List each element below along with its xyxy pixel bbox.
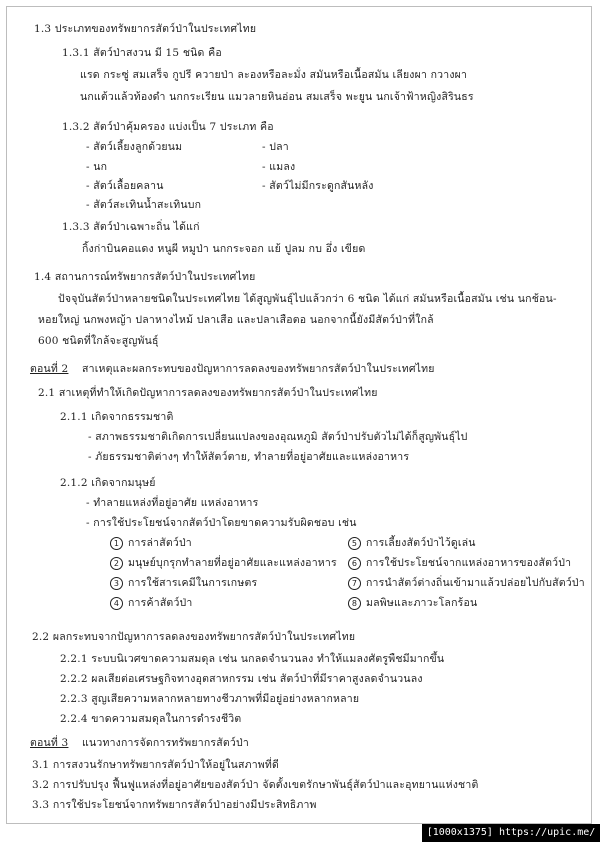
enum-marker: 1: [110, 537, 123, 550]
enum-item-7: 7 การนำสัตว์ต่างถิ่นเข้ามาแล้วปล่อยไปกับสัตว์ป่า: [348, 574, 585, 591]
subsection-1-3-2: 1.3.2 สัตว์ป่าคุ้มครอง แบ่งเป็น 7 ประเภท คือ: [62, 121, 274, 133]
list-item: - นก: [86, 161, 108, 173]
subsection-2-1-2: 2.1.2 เกิดจากมนุษย์: [60, 477, 156, 489]
text-line: กิ้งก่าบินคอแดง หนูผี หมูป่า นกกระจอก แย้ ปูลม กบ อึ่ง เขียด: [82, 243, 366, 255]
subsection-1-3-1: 1.3.1 สัตว์ป่าสงวน มี 15 ชนิด คือ: [62, 47, 222, 59]
section-2-1-heading: 2.1 สาเหตุที่ทำให้เกิดปัญหาการลดลงของทรัพยากรสัตว์ป่าในประเทศไทย: [38, 387, 378, 399]
enum-item-4: 4 การค้าสัตว์ป่า: [110, 594, 193, 611]
text-line: นกแต้วแล้วท้องดำ นกกระเรียน แมวลายหินอ่อน สมเสร็จ พะยูน นกเจ้าฟ้าหญิงสิรินธร: [80, 91, 474, 103]
part-2-heading: สาเหตุและผลกระทบของปัญหาการลดลงของทรัพยากรสัตว์ป่าในประเทศไทย: [82, 363, 435, 375]
subsection-2-2-3: 2.2.3 สูญเสียความหลากหลายทางชีวภาพที่มีอยู่อย่างหลากหลาย: [60, 693, 360, 705]
part-2-label: ตอนที่ 2: [30, 363, 69, 375]
list-item: - ปลา: [262, 141, 289, 153]
section-1-4-heading: 1.4 สถานการณ์ทรัพยากรสัตว์ป่าในประเทศไทย: [34, 271, 256, 283]
text-line: 600 ชนิดที่ใกล้จะสูญพันธุ์: [38, 335, 159, 347]
list-item: - สัตว์เลี้ยงลูกด้วยนม: [86, 141, 183, 153]
list-item: - สัตว์ไม่มีกระดูกสันหลัง: [262, 180, 374, 192]
enum-marker: 4: [110, 597, 123, 610]
item-3-3: 3.3 การใช้ประโยชน์จากทรัพยากรสัตว์ป่าอย่างมีประสิทธิภาพ: [32, 799, 317, 811]
enum-marker: 3: [110, 577, 123, 590]
section-2-2-heading: 2.2 ผลกระทบจากปัญหาการลดลงของทรัพยากรสัตว์ป่าในประเทศไทย: [32, 631, 356, 643]
enum-item-8: 8 มลพิษและภาวะโลกร้อน: [348, 594, 477, 611]
enum-item-3: 3 การใช้สารเคมีในการเกษตร: [110, 574, 257, 591]
enum-item-1: 1 การล่าสัตว์ป่า: [110, 534, 192, 551]
section-1-3-heading: 1.3 ประเภทของทรัพยากรสัตว์ป่าในประเทศไทย: [34, 23, 257, 35]
list-item: - แมลง: [262, 161, 296, 173]
subsection-1-3-3: 1.3.3 สัตว์ป่าเฉพาะถิ่น ได้แก่: [62, 221, 200, 233]
subsection-2-2-2: 2.2.2 ผลเสียต่อเศรษฐกิจทางอุตสาหกรรม เช่น สัตว์ป่าที่มีราคาสูงลดจำนวนลง: [60, 673, 423, 685]
text-line: - ทำลายแหล่งที่อยู่อาศัย แหล่งอาหาร: [86, 497, 259, 509]
text-line: - ภัยธรรมชาติต่างๆ ทำให้สัตว์ตาย, ทำลายที่อยู่อาศัยและแหล่งอาหาร: [88, 451, 410, 463]
enum-marker: 7: [348, 577, 361, 590]
enum-marker: 2: [110, 557, 123, 570]
image-source-footer: [1000x1375] https://upic.me/: [422, 824, 600, 842]
text-line: - สภาพธรรมชาติเกิดการเปลี่ยนแปลงของอุณหภูมิ สัตว์ป่าปรับตัวไม่ได้ก็สูญพันธุ์ไป: [88, 431, 468, 443]
enum-item-5: 5 การเลี้ยงสัตว์ป่าไว้ดูเล่น: [348, 534, 476, 551]
enum-marker: 8: [348, 597, 361, 610]
subsection-2-1-1: 2.1.1 เกิดจากธรรมชาติ: [60, 411, 174, 423]
subsection-2-2-4: 2.2.4 ขาดความสมดุลในการดำรงชีวิต: [60, 713, 242, 725]
enum-item-6: 6 การใช้ประโยชน์จากแหล่งอาหารของสัตว์ป่า: [348, 554, 571, 571]
text-line: หอยใหญ่ นกพงหญ้า ปลาหางไหม้ ปลาเสือ และปลาเสือตอ นอกจากนี้ยังมีสัตว์ป่าที่ใกล้: [38, 314, 434, 326]
text-line: - การใช้ประโยชน์จากสัตว์ป่าโดยขาดความรับผิดชอบ เช่น: [86, 517, 357, 529]
subsection-2-2-1: 2.2.1 ระบบนิเวศขาดความสมดุล เช่น นกลดจำนวนลง ทำให้แมลงศัตรูพืชมีมากขึ้น: [60, 653, 445, 665]
item-3-2: 3.2 การปรับปรุง ฟื้นฟูแหล่งที่อยู่อาศัยของสัตว์ป่า จัดตั้งเขตรักษาพันธุ์สัตว์ป่าและอุทยานแห่งชาติ: [32, 779, 479, 791]
list-item: - สัตว์สะเทินน้ำสะเทินบก: [86, 199, 202, 211]
item-3-1: 3.1 การสงวนรักษาทรัพยากรสัตว์ป่าให้อยู่ในสภาพที่ดี: [32, 759, 280, 771]
part-3-heading: แนวทางการจัดการทรัพยากรสัตว์ป่า: [82, 737, 249, 749]
part-3-label: ตอนที่ 3: [30, 737, 69, 749]
list-item: - สัตว์เลื้อยคลาน: [86, 180, 164, 192]
enum-marker: 6: [348, 557, 361, 570]
text-line: แรด กระซู่ สมเสร็จ กูปรี ควายป่า ละองหรือละมั่ง สมันหรือเนื้อสมัน เลียงผา กวางผา: [80, 69, 468, 81]
text-line: ปัจจุบันสัตว์ป่าหลายชนิดในประเทศไทย ได้สูญพันธุ์ไปแล้วกว่า 6 ชนิด ได้แก่ สมันหรือเนื้อสมัน เช่น นกช้อน-: [58, 293, 557, 305]
enum-item-2: 2 มนุษย์บุกรุกทำลายที่อยู่อาศัยและแหล่งอาหาร: [110, 554, 337, 571]
enum-marker: 5: [348, 537, 361, 550]
